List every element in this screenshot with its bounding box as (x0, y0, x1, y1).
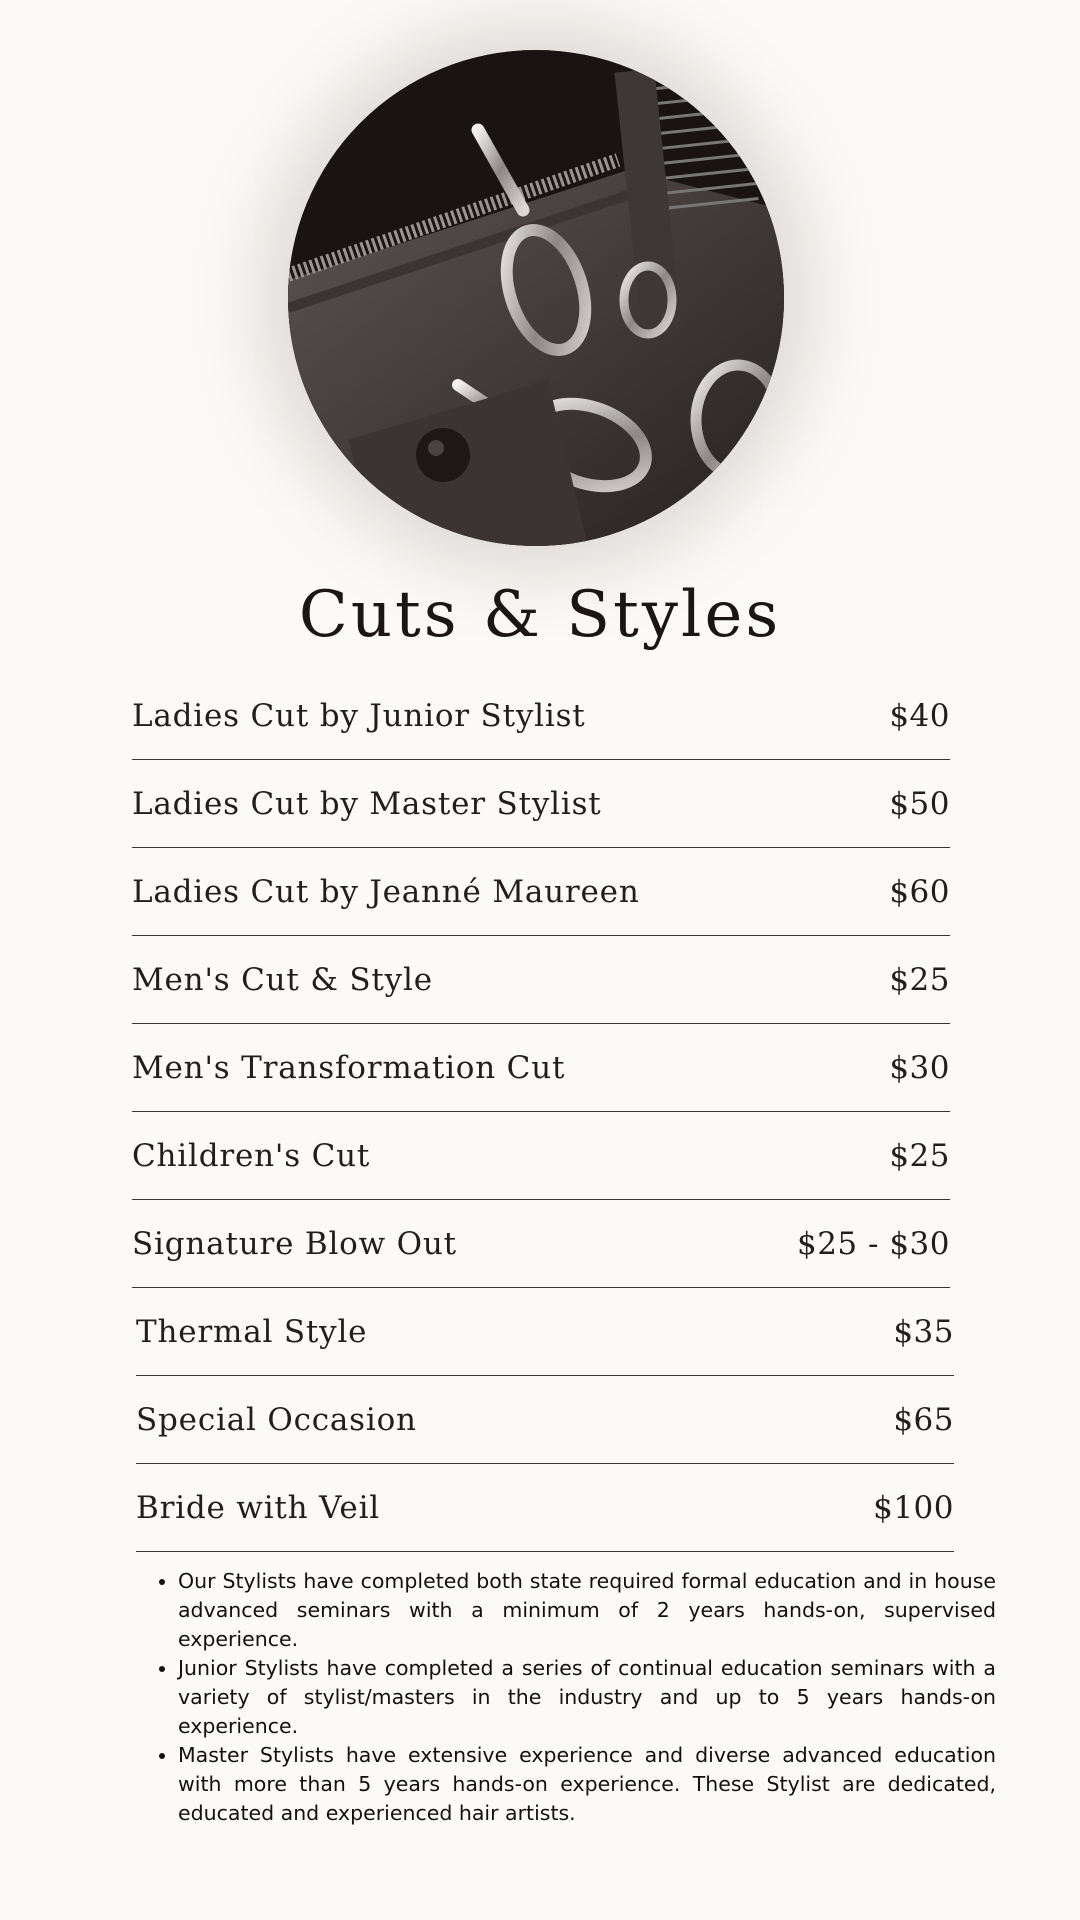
service-row (136, 1288, 954, 1376)
service-name: Thermal Style (136, 1313, 368, 1350)
service-row (132, 1024, 950, 1112)
note-item: • Junior Stylists have completed a series of continual education seminars with a variety of stylist/masters in the industry and up to 5 years hands-on experience. (178, 1654, 996, 1741)
service-price: $100 (873, 1489, 954, 1526)
service-name: Ladies Cut by Junior Stylist (132, 697, 586, 734)
note-item: • Master Stylists have extensive experience and diverse advanced education with more than 5 years hands-on experience. These Stylist are dedicated, educated and experienced hair artists. (178, 1741, 996, 1828)
hero-image (288, 50, 784, 546)
service-row (132, 672, 950, 760)
service-name: Signature Blow Out (132, 1225, 457, 1262)
service-name: Men's Cut & Style (132, 961, 433, 998)
service-name: Ladies Cut by Master Stylist (132, 785, 602, 822)
service-row (132, 848, 950, 936)
service-name: Ladies Cut by Jeanné Maureen (132, 873, 640, 910)
service-row (132, 1200, 950, 1288)
scissors-comb-photo (288, 50, 784, 546)
service-price: $30 (889, 1049, 950, 1086)
service-price: $35 (893, 1313, 954, 1350)
service-price: $25 - $30 (796, 1225, 950, 1262)
service-price: $40 (889, 697, 950, 734)
service-row (132, 936, 950, 1024)
page-title: Cuts & Styles (298, 578, 782, 652)
service-price-list (132, 672, 954, 1552)
service-row (132, 760, 950, 848)
stylist-notes-list (136, 1567, 996, 1828)
service-price: $25 (889, 961, 950, 998)
service-name: Children's Cut (132, 1137, 371, 1174)
service-price: $60 (889, 873, 950, 910)
service-price: $25 (889, 1137, 950, 1174)
service-row (136, 1464, 954, 1552)
service-name: Special Occasion (136, 1401, 417, 1438)
service-price: $65 (893, 1401, 954, 1438)
service-row (136, 1376, 954, 1464)
service-name: Bride with Veil (136, 1489, 381, 1526)
service-name: Men's Transformation Cut (132, 1049, 566, 1086)
note-item: • Our Stylists have completed both state required formal education and in house advanced seminars with a minimum of 2 years hands-on, supervised experience. (178, 1567, 996, 1654)
service-row (132, 1112, 950, 1200)
service-price: $50 (889, 785, 950, 822)
